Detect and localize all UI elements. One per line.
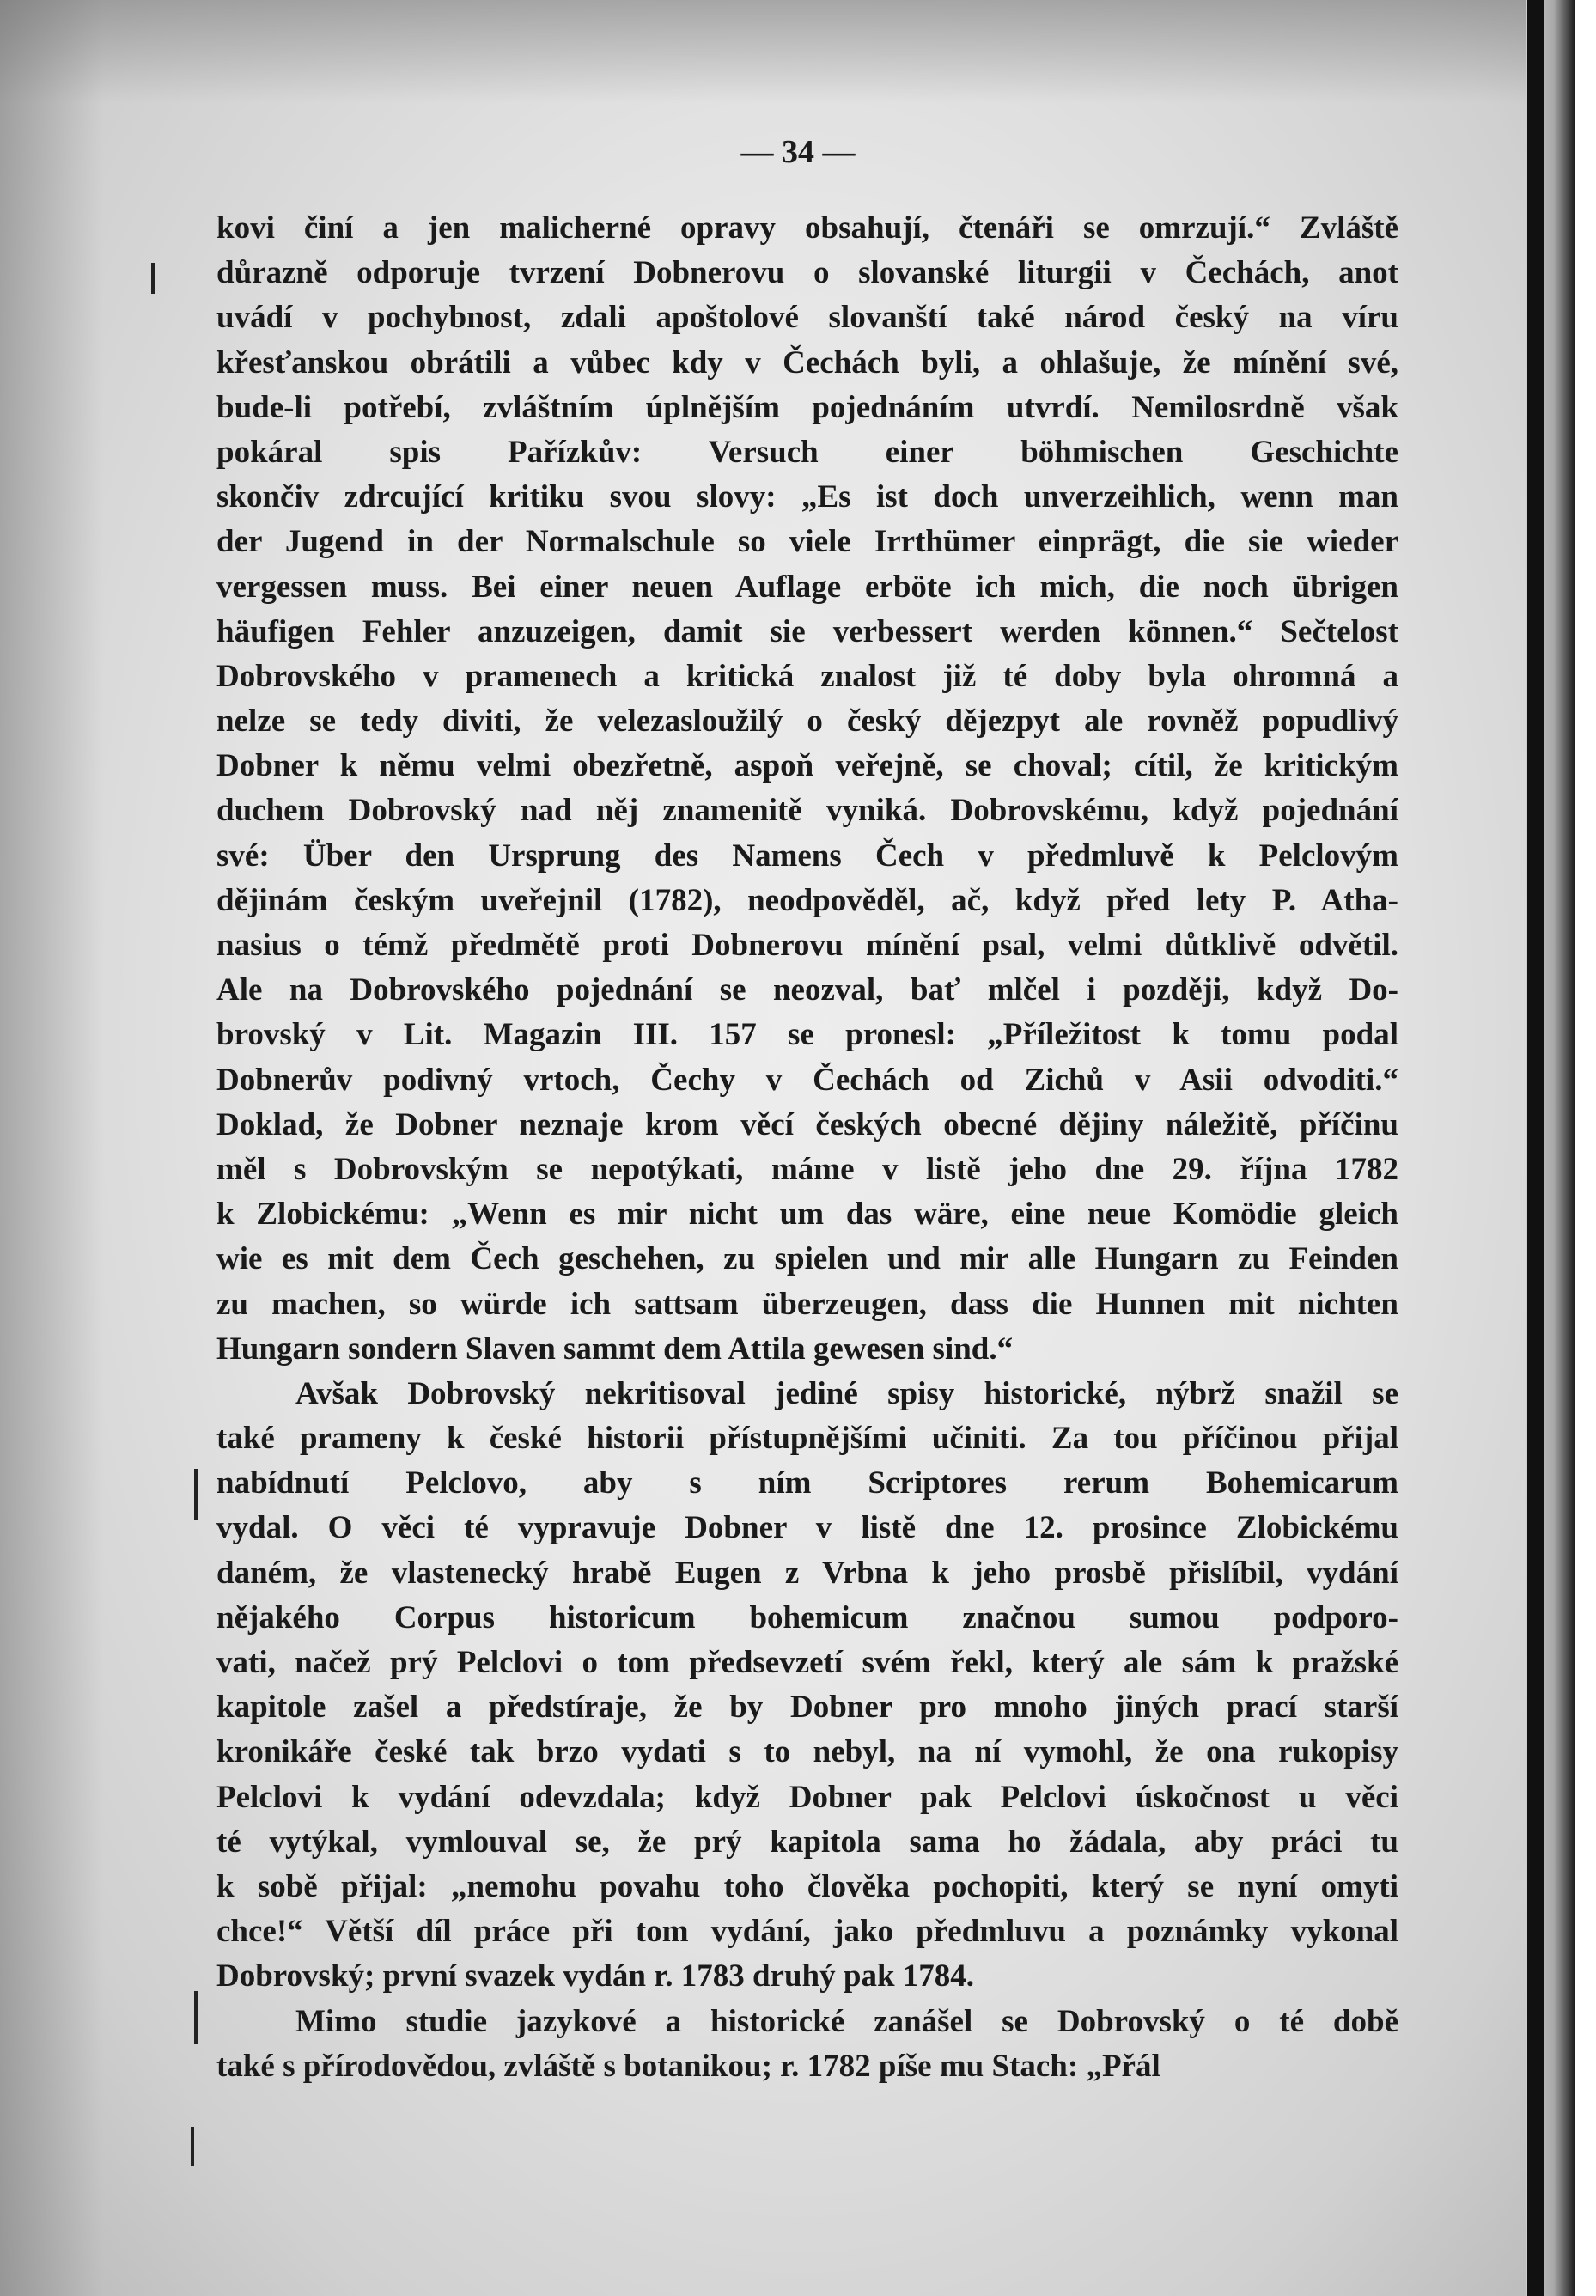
margin-pencil-mark bbox=[151, 263, 155, 294]
text-line: Dobner k němu velmi obezřetně, aspoň veřejně, se choval; cítil, že kritickým bbox=[216, 748, 1398, 784]
text-line: kronikáře české tak brzo vydati s to nebyl, na ní vymohl, že ona rukopisy bbox=[216, 1734, 1398, 1770]
paragraph bbox=[216, 2000, 1398, 2089]
text-line: bude-li potřebí, zvláštním úplnějším pojednáním utvrdí. Nemilosrdně však bbox=[216, 389, 1398, 425]
text-line: vydal. O věci té vypravuje Dobner v listě dne 12. prosince Zlobickému bbox=[216, 1510, 1398, 1546]
text-line: kovi činí a jen malicherné opravy obsahují, čtenáři se omrzují.“ Zvláště bbox=[216, 210, 1398, 246]
text-line: der Jugend in der Normalschule so viele Irrthümer einprägt, die sie wieder bbox=[216, 524, 1398, 560]
page-number: — 34 — bbox=[740, 134, 856, 170]
margin-pencil-mark bbox=[194, 1469, 198, 1520]
text-line: wie es mit dem Čech geschehen, zu spielen und mir alle Hungarn zu Feinden bbox=[216, 1241, 1398, 1277]
text-line: křesťanskou obrátili a vůbec kdy v Čechách byli, a ohlašuje, že mínění své, bbox=[216, 344, 1398, 381]
text-line: Hungarn sondern Slaven sammt dem Attila gewesen sind.“ bbox=[216, 1331, 1014, 1367]
text-line: zu machen, so würde ich sattsam überzeugen, dass die Hunnen mit nichten bbox=[216, 1286, 1398, 1322]
paragraph bbox=[216, 206, 1398, 1372]
text-line: Dobrovský; první svazek vydán r. 1783 druhý pak 1784. bbox=[216, 1958, 975, 1995]
body-text bbox=[216, 206, 1398, 2089]
text-line: dějinám českým uveřejnil (1782), neodpověděl, ač, když před lety P. Atha- bbox=[216, 882, 1398, 918]
text-line: chce!“ Větší díl práce při tom vydání, jako předmluvu a poznámky vykonal bbox=[216, 1914, 1398, 1950]
paragraph bbox=[216, 1372, 1398, 2000]
text-line: skončiv zdrcující kritiku svou slovy: „Es ist doch unverzeihlich, wenn man bbox=[216, 479, 1398, 515]
margin-pencil-mark bbox=[191, 2127, 194, 2166]
text-line: häufigen Fehler anzuzeigen, damit sie verbessert werden können.“ Sečtelost bbox=[216, 613, 1398, 649]
text-line: Dobnerův podivný vrtoch, Čechy v Čechách od Zichů v Asii odvoditi.“ bbox=[216, 1062, 1398, 1098]
text-line: té vytýkal, vymlouval se, že prý kapitola sama ho žádala, aby práci tu bbox=[216, 1824, 1398, 1860]
text-line: nasius o témž předmětě proti Dobnerovu mínění psal, velmi důtklivě odvětil. bbox=[216, 928, 1398, 963]
text-line: Mimo studie jazykové a historické zanášel se Dobrovský o té době bbox=[295, 2003, 1398, 2039]
text-line: Pelclovi k vydání odevzdala; když Dobner pak Pelclovi úskočnost u věci bbox=[216, 1779, 1398, 1815]
text-line: duchem Dobrovský nad něj znamenitě vyniká. Dobrovskému, když pojednání bbox=[216, 793, 1398, 829]
text-line: daném, že vlastenecký hrabě Eugen z Vrbna k jeho prosbě přislíbil, vydání bbox=[216, 1555, 1398, 1591]
text-line: důrazně odporuje tvrzení Dobnerovu o slovanské liturgii v Čechách, anot bbox=[216, 255, 1398, 291]
text-line: k Zlobickému: „Wenn es mir nicht um das wäre, eine neue Komödie gleich bbox=[216, 1197, 1398, 1233]
text-line: Doklad, že Dobner neznaje krom věcí českých obecné dějiny náležitě, příčinu bbox=[216, 1106, 1398, 1142]
text-line: kapitole zašel a předstíraje, že by Dobner pro mnoho jiných prací starší bbox=[216, 1690, 1398, 1726]
text-line: měl s Dobrovským se nepotýkati, máme v listě jeho dne 29. října 1782 bbox=[216, 1151, 1398, 1187]
text-line: také s přírodovědou, zvláště s botanikou; r. 1782 píše mu Stach: „Přál bbox=[216, 2048, 1160, 2084]
margin-pencil-mark bbox=[194, 1991, 198, 2044]
book-spine-shadow bbox=[1527, 0, 1544, 2296]
scan-top-shadow bbox=[0, 0, 1526, 103]
text-line: nelze se tedy diviti, že velezasloužilý o český dějezpyt ale rovněž popudlivý bbox=[216, 703, 1398, 740]
text-line: Ale na Dobrovského pojednání se neozval, bať mlčel i později, když Do- bbox=[216, 972, 1398, 1008]
text-line: nabídnutí Pelclovo, aby s ním Scriptores rerum Bohemicarum bbox=[216, 1465, 1398, 1501]
text-line: Dobrovského v pramenech a kritická znalost již té doby byla ohromná a bbox=[216, 658, 1398, 694]
text-line: své: Über den Ursprung des Namens Čech v předmluvě k Pelclovým bbox=[216, 837, 1398, 874]
text-line: vergessen muss. Bei einer neuen Auflage erböte ich mich, die noch übrigen bbox=[216, 569, 1398, 605]
text-line: nějakého Corpus historicum bohemicum značnou sumou podporo- bbox=[216, 1599, 1398, 1635]
text-line: uvádí v pochybnost, zdali apoštolové slovanští také národ český na víru bbox=[216, 300, 1398, 336]
text-line: vati, načež prý Pelclovi o tom předsevzetí svém řekl, který ale sám k pražské bbox=[216, 1645, 1398, 1680]
text-line: k sobě přijal: „nemohu povahu toho člověka pochopiti, který se nyní omyti bbox=[216, 1868, 1398, 1904]
text-line: brovský v Lit. Magazin III. 157 se pronesl: „Příležitost k tomu podal bbox=[216, 1017, 1398, 1053]
text-line: pokáral spis Pařízkův: Versuch einer böhmischen Geschichte bbox=[216, 434, 1398, 470]
text-line: také prameny k české historii přístupnějšími učiniti. Za tou příčinou přijal bbox=[216, 1421, 1398, 1457]
scan-left-shadow bbox=[0, 0, 103, 2296]
text-line: Avšak Dobrovský nekritisoval jediné spisy historické, nýbrž snažil se bbox=[295, 1375, 1398, 1411]
